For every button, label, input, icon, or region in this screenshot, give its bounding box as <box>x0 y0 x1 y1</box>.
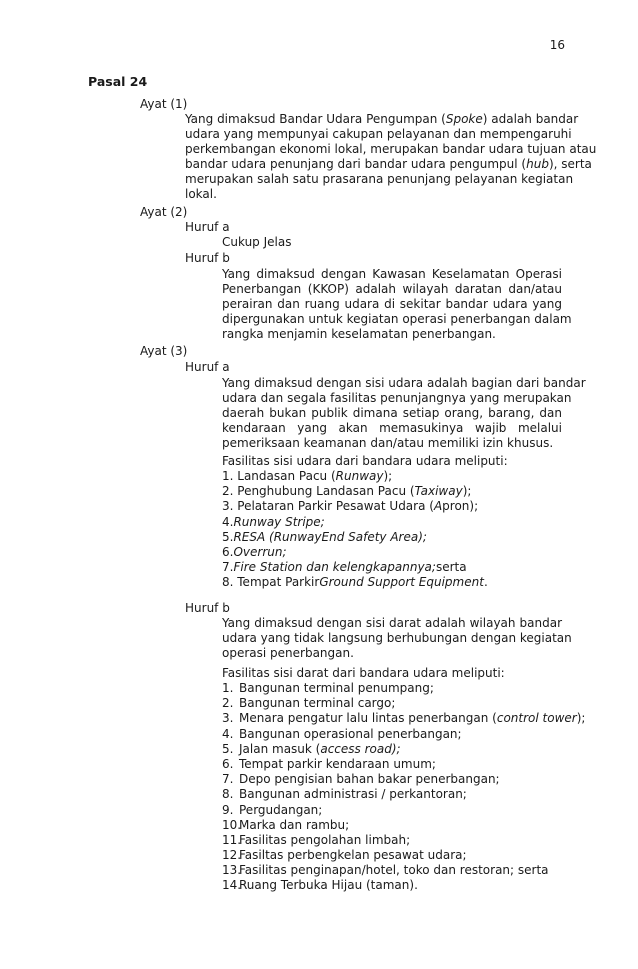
paragraph-line: operasi penerbangan. <box>222 646 354 660</box>
list-item-number: 7. <box>222 772 234 787</box>
list-item <box>222 878 585 893</box>
list-item <box>222 696 585 711</box>
paragraph-line: Penerbangan (KKOP) adalah wilayah daratan dan/atau <box>222 282 562 296</box>
ayat-3-huruf-b-list-intro: Fasilitas sisi darat dari bandara udara meliputi: <box>222 666 505 680</box>
ayat-2-huruf-b-label: Huruf b <box>185 251 230 265</box>
list-item <box>222 787 585 802</box>
paragraph-line: dipergunakan untuk kegiatan operasi penerbangan dalam <box>222 312 572 326</box>
list-item-text: Bangunan administrasi / perkantoran; <box>239 787 467 802</box>
italic-term: Fire Station dan kelengkapannya; <box>233 560 436 575</box>
list-item-number: 6. <box>222 756 234 771</box>
list-item-number: 14. <box>222 878 242 893</box>
list-item-text: Fasilitas penginapan/hotel, toko dan restoran; serta <box>239 863 549 878</box>
list-item: 7. Fire Station dan kelengkapannya; serta <box>222 560 467 575</box>
article-title: Pasal 24 <box>88 74 148 89</box>
list-item: 5. RESA (RunwayEnd Safety Area); <box>222 529 427 544</box>
list-item-text: Bangunan operasional penerbangan; <box>239 726 462 741</box>
list-item-number: 5. <box>222 741 234 756</box>
ayat-1-paragraph <box>185 112 597 202</box>
list-item-text: Depo pengisian bahan bakar penerbangan; <box>239 772 500 787</box>
list-item <box>222 711 585 726</box>
italic-term: Taxiway <box>414 484 463 499</box>
ayat-2-label: Ayat (2) <box>140 205 188 219</box>
list-item <box>222 757 585 772</box>
ayat-3-huruf-b-label: Huruf b <box>185 601 230 615</box>
ayat-3-huruf-b-list <box>222 681 585 894</box>
ayat-3-huruf-a-label: Huruf a <box>185 360 230 374</box>
paragraph-line: bandar udara penunjang dari bandar udara pengumpul (hub), serta <box>185 157 592 171</box>
paragraph-line: pemeriksaan keamanan dan/atau memiliki izin khusus. <box>222 436 554 450</box>
paragraph-line: Yang dimaksud Bandar Udara Pengumpan (Spoke) adalah bandar <box>185 112 579 126</box>
list-item-text: Ruang Terbuka Hijau (taman). <box>239 878 418 893</box>
paragraph-line: udara dan segala fasilitas penunjangnya yang merupakan <box>222 391 572 405</box>
ayat-2-huruf-a-label: Huruf a <box>185 220 230 234</box>
list-item-number: 1. <box>222 681 234 695</box>
list-item <box>222 727 585 742</box>
list-item-number: 4. <box>222 726 234 741</box>
list-item-number: 9. <box>222 802 234 817</box>
ayat-1-label: Ayat (1) <box>140 97 188 111</box>
list-item-text: Menara pengatur lalu lintas penerbangan (control tower); <box>239 711 586 726</box>
list-item-number: 12. <box>222 848 242 863</box>
list-item-number: 11. <box>222 832 242 847</box>
ayat-2-huruf-a-text: Cukup Jelas <box>222 235 292 249</box>
list-item: 3. Pelataran Parkir Pesawat Udara ( A pron); <box>222 499 479 514</box>
italic-term: access road); <box>320 741 401 756</box>
paragraph-line: daerah bukan publik dimana setiap orang, barang, dan <box>222 406 562 420</box>
list-item: 8. Tempat Parkir Ground Support Equipment . <box>222 575 488 590</box>
paragraph-line: Yang dimaksud dengan sisi darat adalah wilayah bandar <box>222 616 562 630</box>
ayat-2-huruf-b-paragraph <box>222 267 572 342</box>
list-item: 1. Landasan Pacu ( Runway ); <box>222 469 393 483</box>
list-item <box>222 803 585 818</box>
ayat-3-huruf-a-list-intro: Fasilitas sisi udara dari bandara udara meliputi: <box>222 454 508 468</box>
list-item-text: Jalan masuk (access road); <box>239 741 401 756</box>
list-item <box>222 863 585 878</box>
list-item <box>222 742 585 757</box>
paragraph-line: udara yang mempunyai cakupan pelayanan dan mempengaruhi <box>185 127 572 141</box>
paragraph-line: udara yang tidak langsung berhubungan dengan kegiatan <box>222 631 572 645</box>
list-item <box>222 818 585 833</box>
list-item-number: 3. <box>222 711 234 726</box>
page-number: 16 <box>549 38 565 52</box>
list-item: 6. Overrun; <box>222 544 287 559</box>
list-item-text: Pergudangan; <box>239 802 323 817</box>
paragraph-line: kendaraan yang akan memasukinya wajib melalui <box>222 421 562 435</box>
italic-term: Spoke <box>445 112 483 126</box>
italic-term: hub <box>526 157 549 171</box>
list-item-number: 13. <box>222 863 242 878</box>
paragraph-line: Yang dimaksud dengan sisi udara adalah bagian dari bandar <box>222 376 586 390</box>
list-item <box>222 772 585 787</box>
italic-term: Ground Support Equipment <box>319 575 484 590</box>
italic-term: Runway Stripe; <box>233 514 325 529</box>
list-item: 2. Penghubung Landasan Pacu ( Taxiway ); <box>222 484 472 499</box>
list-item-number: 10. <box>222 817 242 832</box>
italic-term: control tower <box>496 711 577 726</box>
italic-term: Runway <box>335 469 384 483</box>
italic-term: RESA (RunwayEnd Safety Area); <box>233 529 427 544</box>
list-item <box>222 833 585 848</box>
paragraph-line: Yang dimaksud dengan Kawasan Keselamatan Operasi <box>222 267 562 281</box>
list-item-text: Fasilitas pengolahan limbah; <box>239 832 411 847</box>
paragraph-line: perairan dan ruang udara di sekitar bandar udara yang <box>222 297 562 311</box>
ayat-3-label: Ayat (3) <box>140 344 188 358</box>
paragraph-line: lokal. <box>185 187 217 201</box>
paragraph-line: merupakan salah satu prasarana penunjang pelayanan kegiatan <box>185 172 574 186</box>
paragraph-line: perkembangan ekonomi lokal, merupakan bandar udara tujuan atau <box>185 142 597 156</box>
list-item: 4. Runway Stripe; <box>222 514 325 529</box>
list-item-text: Marka dan rambu; <box>239 817 350 832</box>
list-item <box>222 681 585 696</box>
list-item-text: Bangunan terminal cargo; <box>239 696 396 711</box>
paragraph-line: rangka menjamin keselamatan penerbangan. <box>222 327 496 341</box>
italic-term: A <box>433 499 443 514</box>
list-item-text: Tempat parkir kendaraan umum; <box>239 756 436 771</box>
list-item-number: 2. <box>222 696 234 711</box>
list-item <box>222 848 585 863</box>
ayat-3-huruf-a-paragraph <box>222 376 586 451</box>
list-item-text: Fasiltas perbengkelan pesawat udara; <box>239 848 467 863</box>
ayat-3-huruf-a-list <box>222 469 488 591</box>
list-item-number: 8. <box>222 787 234 802</box>
ayat-3-huruf-b-paragraph <box>222 616 572 661</box>
list-item-text: Bangunan terminal penumpang; <box>239 681 434 695</box>
italic-term: Overrun; <box>233 544 287 559</box>
